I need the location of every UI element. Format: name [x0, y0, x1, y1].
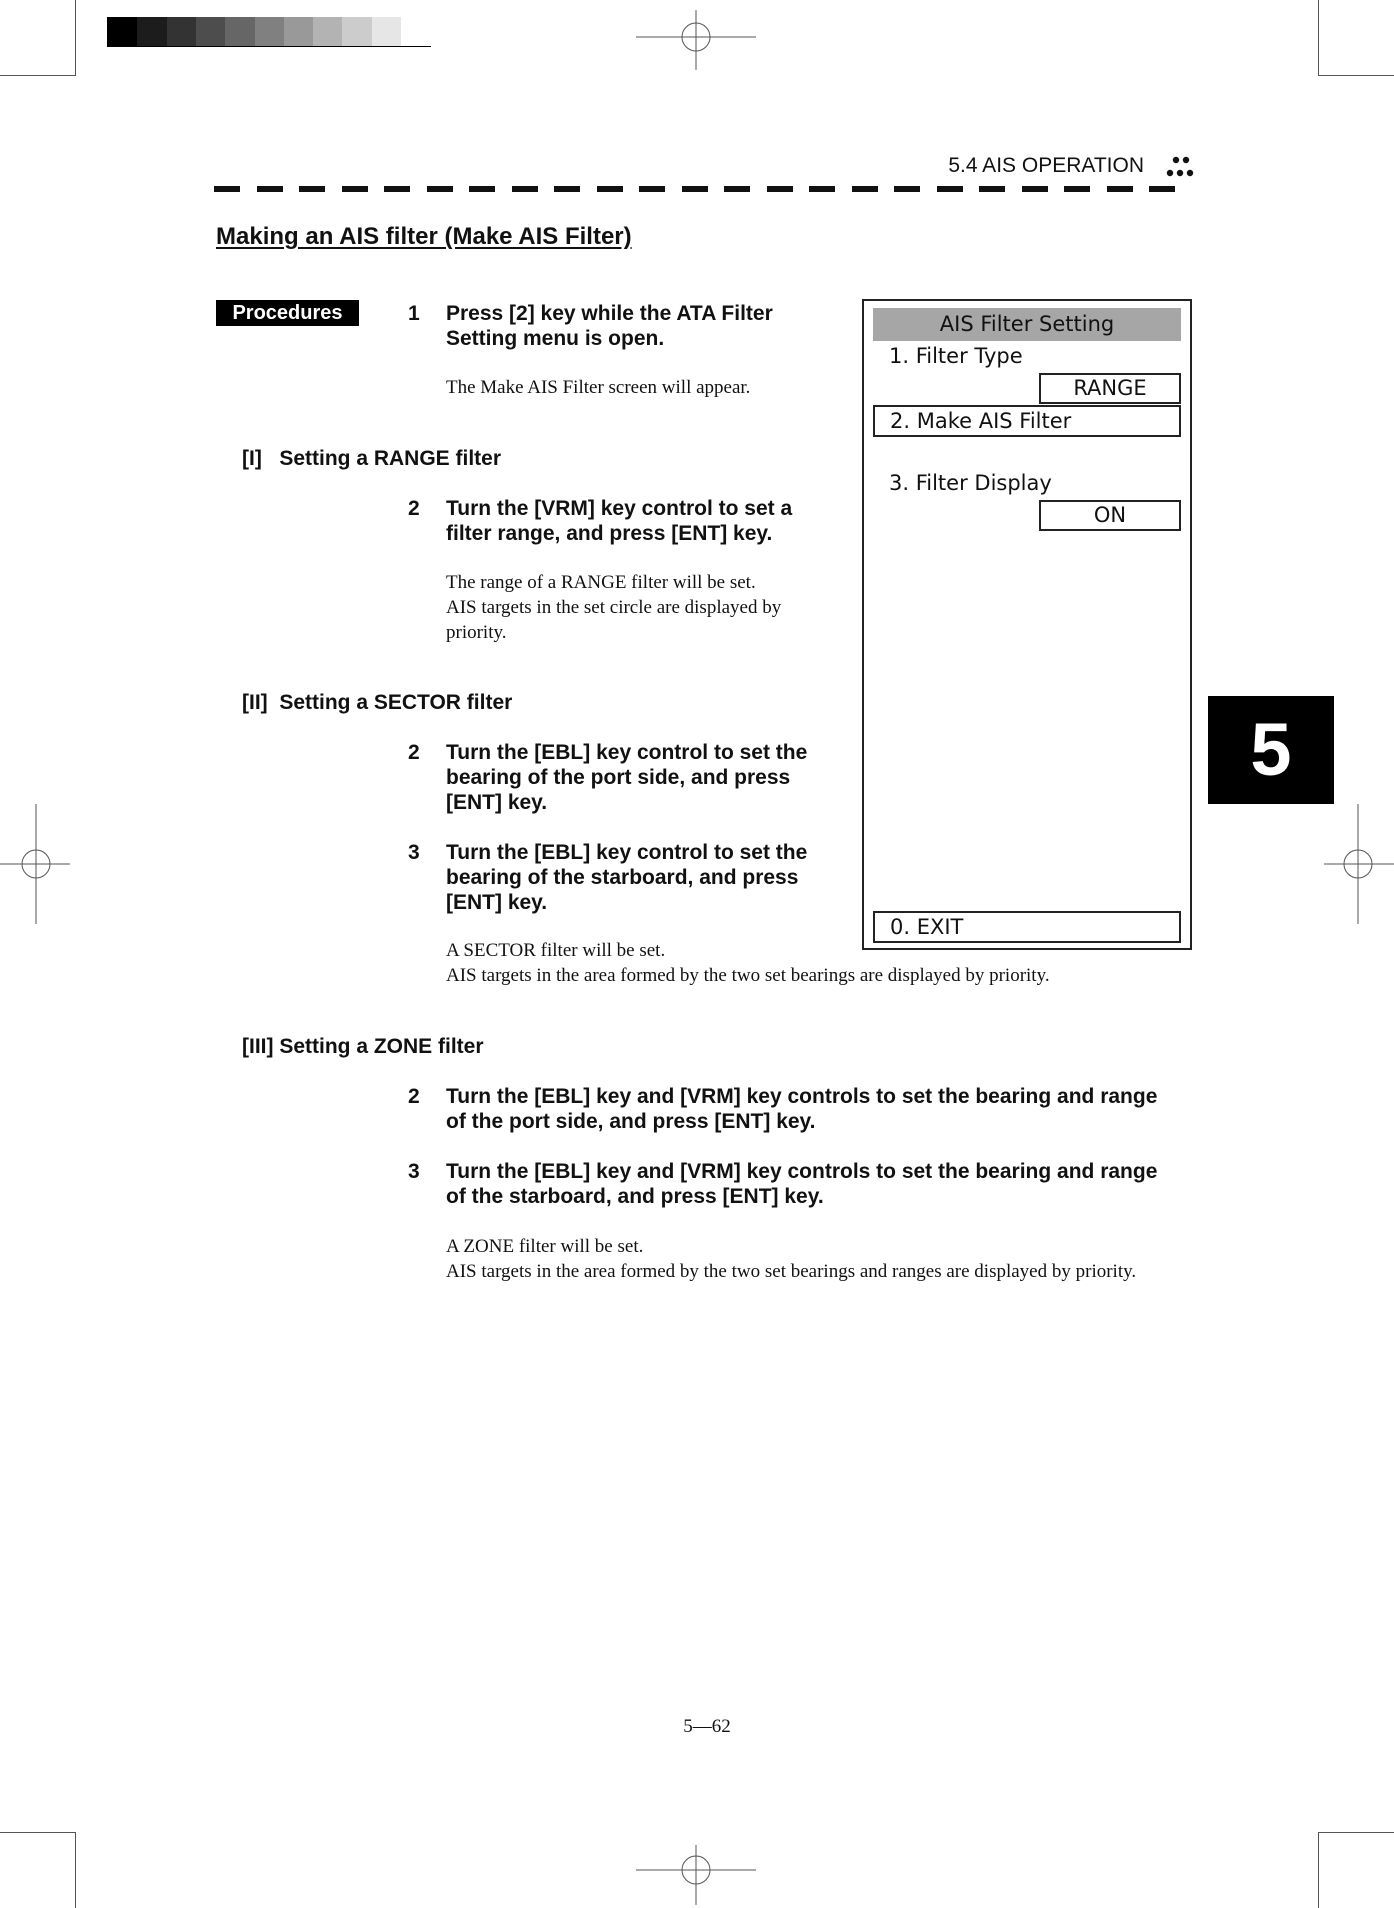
running-header: 5.4 AIS OPERATION	[948, 154, 1144, 177]
sector-step-3-line-2: bearing of the starboard, and press	[446, 866, 799, 889]
filter-type-value-box[interactable]: RANGE	[1039, 373, 1181, 404]
zone-step-3-line-2: of the starboard, and press [ENT] key.	[446, 1185, 824, 1208]
range-note	[446, 570, 846, 645]
header-dash	[469, 186, 495, 192]
header-dash	[809, 186, 835, 192]
header-dash	[554, 186, 580, 192]
header-dash	[894, 186, 920, 192]
zone-step-2-line-2: of the port side, and press [ENT] key.	[446, 1110, 816, 1133]
grayscale-swatch	[225, 17, 255, 46]
grayscale-swatch	[255, 17, 285, 46]
step-1-note: The Make AIS Filter screen will appear.	[446, 377, 751, 398]
menu-item-filter-display[interactable]: 3. Filter Display	[889, 471, 1052, 495]
step-1-text	[446, 301, 846, 351]
sector-note-line-2: AIS targets in the area formed by the two set bearings are displayed by priority.	[446, 965, 1050, 986]
registration-target-right	[1324, 804, 1394, 924]
page-number: 5—62	[683, 1716, 731, 1737]
zone-note-line-1: A ZONE filter will be set.	[446, 1236, 644, 1257]
header-dash	[427, 186, 453, 192]
registration-target-bottom	[636, 1845, 756, 1905]
range-step-2-line-2: filter range, and press [ENT] key.	[446, 522, 773, 545]
zone-step-3-number: 3	[408, 1160, 420, 1183]
grayscale-swatch	[108, 17, 138, 46]
header-dash	[937, 186, 963, 192]
range-section-heading: [I] Setting a RANGE filter	[242, 447, 502, 470]
range-note-line-1: The range of a RANGE filter will be set.	[446, 572, 756, 593]
registration-target-left	[0, 804, 70, 924]
sector-step-2-line-1: Turn the [EBL] key control to set the	[446, 741, 808, 764]
step-1-number: 1	[408, 302, 420, 325]
range-step-2-text	[446, 496, 846, 546]
sector-step-2-number: 2	[408, 741, 420, 764]
header-dash	[1064, 186, 1090, 192]
header-dash	[1022, 186, 1048, 192]
grayscale-swatch	[137, 17, 167, 46]
header-dash	[979, 186, 1005, 192]
filter-display-value-box[interactable]: ON	[1039, 500, 1181, 531]
procedures-label: Procedures	[216, 300, 359, 326]
header-dash	[1149, 186, 1175, 192]
sector-step-2-line-3: [ENT] key.	[446, 791, 548, 814]
menu-item-filter-type[interactable]: 1. Filter Type	[889, 344, 1023, 368]
sector-step-2-line-2: bearing of the port side, and press	[446, 766, 791, 789]
header-dash	[1107, 186, 1133, 192]
menu-exit-button[interactable]: 0. EXIT	[873, 911, 1181, 943]
menu-title-bar: AIS Filter Setting	[873, 308, 1181, 341]
zone-note-line-2: AIS targets in the area formed by the two set bearings and ranges are displayed by priority.	[446, 1261, 1137, 1282]
grayscale-swatch	[313, 17, 343, 46]
sector-step-3-line-3: [ENT] key.	[446, 891, 548, 914]
range-note-line-3: priority.	[446, 622, 507, 643]
header-dash	[597, 186, 623, 192]
zone-section-heading: [III] Setting a ZONE filter	[242, 1035, 484, 1058]
zone-step-3-line-1: Turn the [EBL] key and [VRM] key controls to set the bearing and range	[446, 1160, 1158, 1183]
header-dash	[214, 186, 240, 192]
header-dash	[342, 186, 368, 192]
dot-ornament-icon	[1166, 152, 1198, 180]
grayscale-swatch	[372, 17, 402, 46]
sector-step-2-text	[446, 740, 866, 815]
header-dash	[257, 186, 283, 192]
page-title: Making an AIS filter (Make AIS Filter)	[216, 223, 632, 250]
header-dash	[682, 186, 708, 192]
header-dash	[767, 186, 793, 192]
sector-section-heading: [II] Setting a SECTOR filter	[242, 691, 513, 714]
range-note-line-2: AIS targets in the set circle are displayed by	[446, 597, 782, 618]
grayscale-swatch	[284, 17, 314, 46]
step-1-line-2: Setting menu is open.	[446, 327, 665, 350]
chapter-tab: 5	[1208, 696, 1334, 804]
grayscale-swatch	[401, 17, 431, 46]
registration-target-top	[636, 10, 756, 70]
grayscale-swatch	[196, 17, 226, 46]
menu-item-make-ais-filter[interactable]: 2. Make AIS Filter	[873, 405, 1181, 437]
zone-step-2-text	[446, 1084, 1246, 1134]
grayscale-swatch	[342, 17, 372, 46]
header-dash	[384, 186, 410, 192]
zone-step-2-line-1: Turn the [EBL] key and [VRM] key controls to set the bearing and range	[446, 1085, 1158, 1108]
sector-note-line-1: A SECTOR filter will be set.	[446, 940, 666, 961]
zone-step-2-number: 2	[408, 1085, 420, 1108]
header-dash	[639, 186, 665, 192]
zone-step-3-text	[446, 1159, 1246, 1209]
range-step-2-line-1: Turn the [VRM] key control to set a	[446, 497, 793, 520]
sector-step-3-number: 3	[408, 841, 420, 864]
sector-step-3-text	[446, 840, 866, 915]
header-dash	[724, 186, 750, 192]
grayscale-swatch	[167, 17, 197, 46]
header-dash	[852, 186, 878, 192]
range-step-2-number: 2	[408, 497, 420, 520]
zone-note	[446, 1234, 1246, 1284]
sector-step-3-line-1: Turn the [EBL] key control to set the	[446, 841, 808, 864]
header-dash	[512, 186, 538, 192]
step-1-line-1: Press [2] key while the ATA Filter	[446, 302, 773, 325]
header-dash	[299, 186, 325, 192]
